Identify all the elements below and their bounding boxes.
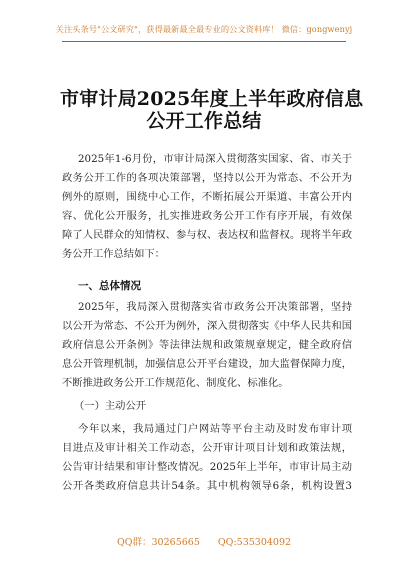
header-promo-note: 关注头条号"公文研究"，获得最新最全最专业的公文资料库！ 微信：gongwenyj: [55, 24, 353, 34]
intro-line: 障了人民群众的知情权、参与权、表达权和监督权。现将半年政: [62, 229, 352, 241]
overview-line: 息公开管理机制，加强信息公开平台建设，加大监督保障力度，: [62, 358, 352, 370]
proactive-line: 公告审计结果和审计整改情况。2025年上半年，市审计局主动: [62, 461, 352, 473]
footer-qq-group: QQ群：30265665: [116, 537, 200, 548]
footer-qq: QQ:535304092: [217, 537, 292, 548]
overview-line: 2025年，我局深入贯彻落实省市政务公开决策部署，坚持: [78, 301, 352, 313]
intro-line: 例外的原则，围绕中心工作，不断拓展公开渠道、丰富公开内: [62, 191, 352, 203]
section-heading-overview: 一、总体情况: [78, 280, 141, 292]
document-title-line-1: 市审计局2025年度上半年政府信息: [60, 88, 364, 110]
proactive-line: 公开各类政府信息共计54条。其中机构领导6条，机构设置3: [62, 480, 352, 492]
proactive-disclosure-paragraph: [62, 420, 352, 500]
header-divider: [62, 41, 346, 42]
overview-line: 以公开为常态、不公开为例外，深入贯彻落实《中华人民共和国: [62, 320, 352, 332]
overview-line: 不断推进政务公开工作规范化、制度化、标准化。: [62, 377, 289, 389]
subsection-heading-proactive-disclosure: （一）主动公开: [74, 400, 147, 412]
proactive-line: 今年以来，我局通过门户网站等平台主动及时发布审计项: [78, 423, 352, 435]
intro-line: 容、优化公开服务，扎实推进政务公开工作有序开展，有效保: [62, 210, 352, 222]
intro-paragraph: [62, 150, 352, 270]
intro-line: 务公开工作总结如下：: [62, 248, 165, 260]
document-title-line-2: 公开工作总结: [146, 110, 262, 132]
overview-paragraph: [62, 298, 352, 398]
overview-line: 政府信息公开条例》等法律法规和政策规章规定，健全政府信: [62, 339, 352, 351]
footer-contact: [0, 534, 408, 548]
proactive-line: 目进点及审计相关工作动态，公开审计项目计划和政策法规，: [62, 442, 352, 454]
intro-line: 政务公开工作的各项决策部署，坚持以公开为常态、不公开为: [62, 172, 352, 184]
intro-line: 2025年1-6月份，市审计局深入贯彻落实国家、省、市关于: [78, 153, 352, 165]
